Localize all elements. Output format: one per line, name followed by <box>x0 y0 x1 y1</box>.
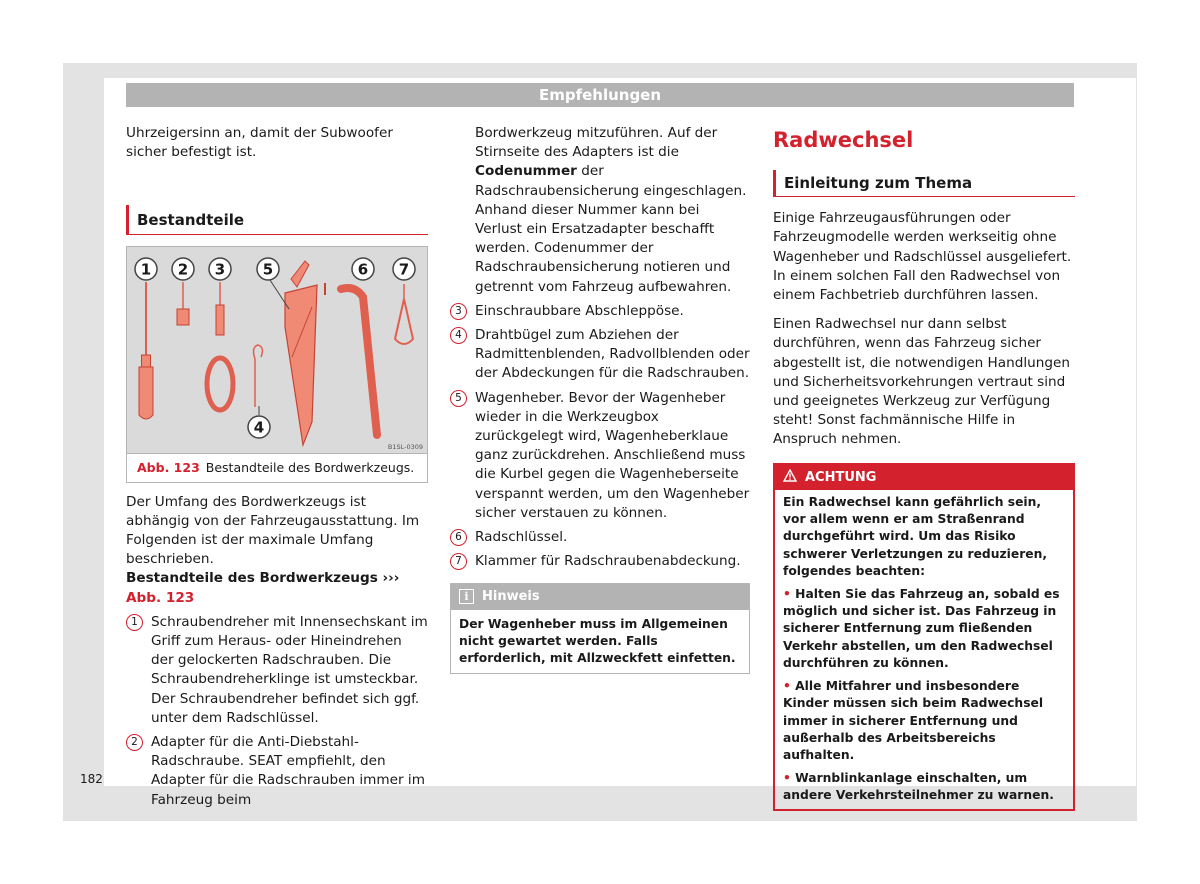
continued-text-end: der Radschraubensicherung eingeschlagen. Anhand dieser Nummer kann bei Verlust ein Ersatzadapter beschafft werden. Codenummer der Radschraubensicherung notieren und getrennt vom Fahrzeug aufbewahren. <box>475 163 747 295</box>
item-text: Radschlüssel. <box>475 529 568 546</box>
section-heading-bestandteile: Bestandteile <box>126 205 428 234</box>
item-number: 2 <box>126 734 143 751</box>
warning-triangle-icon <box>783 469 797 482</box>
figure-reference-link[interactable]: Abb. 123 <box>126 589 195 606</box>
list-item <box>450 389 750 523</box>
intro-paragraph: Einige Fahrzeugausführungen oder Fahrzeugmodelle werden werkseitig ohne Wagenheber und Radschlüssel ausgeliefert. In einem solchen Fall den Radwechsel von einem Fachbetrieb durchführen lassen. <box>773 210 1072 304</box>
figure-caption <box>127 453 427 482</box>
list-item <box>450 302 750 321</box>
note-box <box>450 583 750 674</box>
note-title: Hinweis <box>482 589 540 605</box>
figure-caption-text: Bestandteile des Bordwerkzeugs. <box>205 459 415 475</box>
item-number: 3 <box>450 303 467 320</box>
subsection-heading: Einleitung zum Thema <box>773 170 1075 197</box>
list-item <box>126 733 428 810</box>
bullet-marker: • <box>783 770 791 785</box>
item-number: 7 <box>450 553 467 570</box>
scope-paragraph: Der Umfang des Bordwerkzeugs ist abhängig von der Fahrzeugausstattung. Im Folgenden ist der maximale Umfang beschrieben. <box>126 493 420 568</box>
callout-1: 1 <box>140 260 152 279</box>
item-text: Drahtbügel zum Abziehen der Radmittenblenden, Radvollblenden oder der Abdeckungen für die Radschrauben. <box>475 327 750 382</box>
callout-4: 4 <box>253 418 265 437</box>
section-title: Radwechsel <box>773 128 914 152</box>
safety-paragraph: Einen Radwechsel nur dann selbst durchführen, wenn das Fahrzeug sicher abgestellt ist, die notwendigen Handlungen und Sicherheitsvorkehrungen vertraut sind und geeignetes Werkzeug zur Verfügung steht! Sonst fachmännische Hilfe in Anspruch nehmen. <box>773 316 1070 448</box>
warning-intro: Ein Radwechsel kann gefährlich sein, vor allem wenn er am Straßenrand durchgeführt wird. Um das Risiko schwerer Verletzungen zu reduzieren, folgendes beachten: <box>783 494 1048 579</box>
chapter-header: Empfehlungen <box>126 83 1074 107</box>
item-text: Klammer für Radschraubenabdeckung. <box>475 553 741 570</box>
note-header <box>451 584 749 610</box>
figure-label: Abb. 123 <box>137 459 200 475</box>
callout-5: 5 <box>262 260 274 279</box>
item-text: Einschraubbare Abschleppöse. <box>475 302 684 319</box>
item-number: 5 <box>450 390 467 407</box>
list-item-continued <box>450 124 750 297</box>
bullet-marker: • <box>783 678 791 693</box>
note-text: Der Wagenheber muss im Allgemeinen nicht gewartet werden. Falls erforderlich, mit Allzweckfett einfetten. <box>459 617 736 666</box>
page-number: 182 <box>80 772 103 786</box>
warning-bullet-text: Warnblinkanlage einschalten, um andere Verkehrsteilnehmer zu warnen. <box>783 770 1054 803</box>
warning-bullet <box>783 770 1065 805</box>
warning-box <box>773 463 1075 811</box>
item-text: Schraubendreher mit Innensechskant im Griff zum Heraus- oder Hineindrehen der gelockerten Radschrauben. Die Schraubendreherklinge ist umsteckbar. Der Schraubendreher befindet sich ggf. unter dem Radschlüssel. <box>151 613 428 726</box>
list-item <box>450 528 750 547</box>
item-number: 6 <box>450 529 467 546</box>
item-text: Adapter für die Anti-Diebstahl-Radschraube. SEAT empfiehlt, den Adapter für die Radschrauben immer im Fahrzeug beim <box>151 734 425 808</box>
figure-background <box>127 247 427 453</box>
warning-bullet <box>783 586 1065 673</box>
warning-bullet-text: Alle Mitfahrer und insbesondere Kinder müssen sich beim Radwechsel immer in sicherer Entfernung und außerhalb des Arbeitsbereichs aufhalten. <box>783 678 1044 763</box>
list-heading <box>126 569 428 607</box>
warning-bullet <box>783 678 1065 765</box>
item-text: Wagenheber. Bevor der Wagenheber wieder in die Werkzeugbox zurückgelegt wird, Wagenheberklaue ganz zurückdrehen. Anschließend muss die Kurbel gegen die Wagenheberseite verspannt werden, um den Wagenheber sicher verstauen zu können. <box>475 389 750 521</box>
info-icon: i <box>459 589 474 604</box>
tool-figure <box>126 246 428 483</box>
warning-header <box>775 465 1073 490</box>
warning-body <box>775 490 1073 809</box>
callout-6: 6 <box>357 260 369 279</box>
warning-title: ACHTUNG <box>805 469 877 485</box>
callout-2: 2 <box>177 260 189 279</box>
callout-7: 7 <box>398 260 410 279</box>
callout-3: 3 <box>214 260 226 279</box>
column-right <box>773 124 1075 811</box>
list-item <box>450 552 750 571</box>
list-item <box>126 613 428 728</box>
list-heading-text: Bestandteile des Bordwerkzeugs <box>126 570 378 587</box>
bullet-marker: • <box>783 586 791 601</box>
column-middle <box>450 124 750 674</box>
code-number-term: Codenummer <box>475 163 577 180</box>
item-number: 4 <box>450 327 467 344</box>
list-heading-arrows: ››› <box>382 570 400 587</box>
item-number: 1 <box>126 614 143 631</box>
tool-illustration <box>127 247 427 453</box>
intro-text: Uhrzeigersinn an, damit der Subwoofer sicher befestigt ist. <box>126 125 393 161</box>
figure-code: B1SL-0309 <box>387 442 423 451</box>
warning-bullet-text: Halten Sie das Fahrzeug an, sobald es möglich und sicher ist. Das Fahrzeug in sicherer Entfernung zum fließenden Verkehr abstellen, um den Radwechsel durchführen zu können. <box>783 586 1060 671</box>
column-left <box>126 124 428 810</box>
list-item <box>450 326 750 384</box>
continued-text: Bordwerkzeug mitzuführen. Auf der Stirnseite des Adapters ist die <box>475 125 718 161</box>
